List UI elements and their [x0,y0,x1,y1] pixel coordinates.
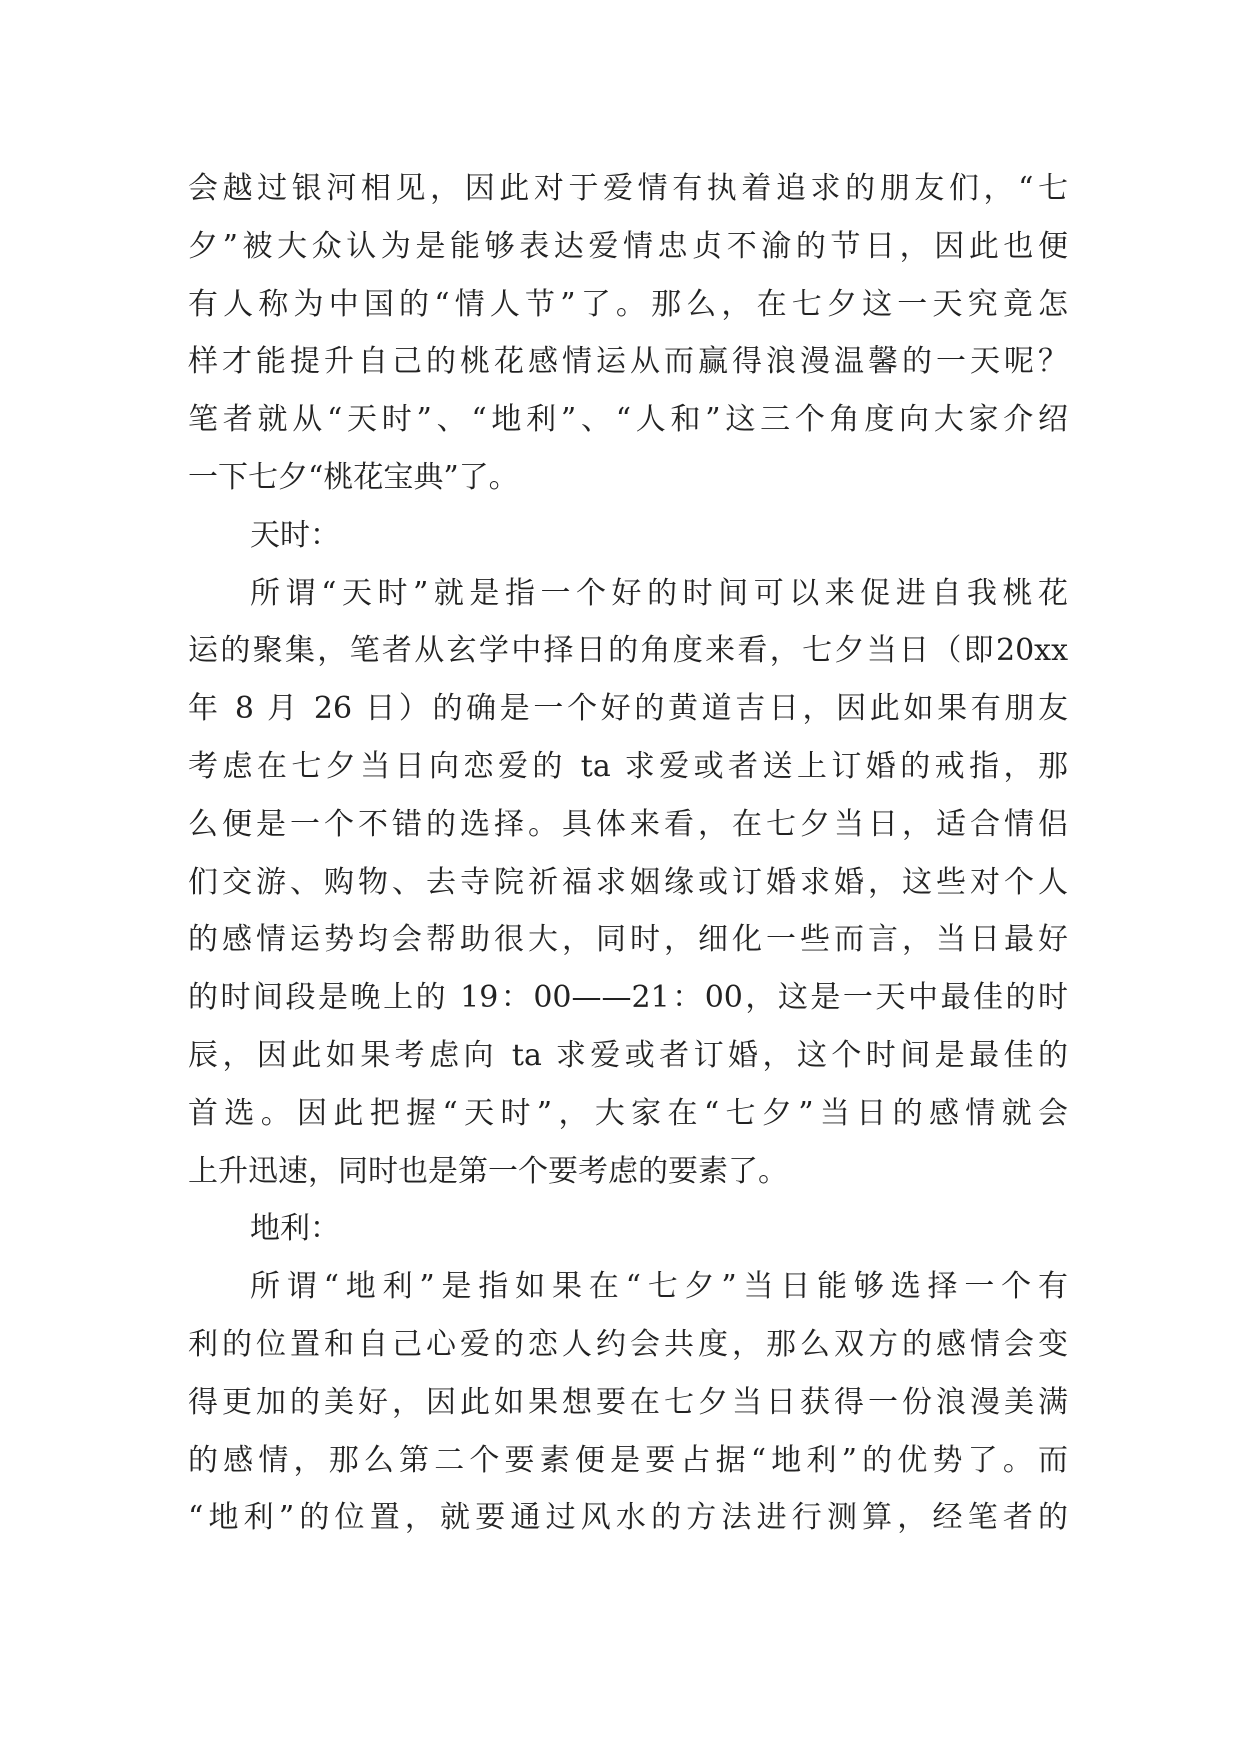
text-line: 得更加的美好，因此如果想要在七夕当日获得一份浪漫美满 [188,1384,1068,1420]
text-line: 首选。因此把握“天时”，大家在“七夕”当日的感情就会 [188,1095,1068,1131]
text-line: 利的位置和自己心爱的恋人约会共度，那么双方的感情会变 [188,1326,1068,1362]
text-line: 天时： [250,517,340,553]
text-line: 的感情运势均会帮助很大，同时，细化一些而言，当日最好 [188,922,1068,958]
document-body [188,160,1068,1547]
text-line: 运的聚集，笔者从玄学中择日的角度来看，七夕当日（即20xx [188,633,1068,669]
text-line: 所谓“天时”就是指一个好的时间可以来促进自我桃花 [250,575,1068,611]
text-line: 一下七夕“桃花宝典”了。 [188,459,519,495]
text-line: 的时间段是晚上的 19：00——21：00，这是一天中最佳的时 [188,980,1068,1016]
text-line: 的感情，那么第二个要素便是要占据“地利”的优势了。而 [188,1442,1068,1478]
text-line: 样才能提升自己的桃花感情运从而赢得浪漫温馨的一天呢？ [188,344,1068,380]
text-line: 么便是一个不错的选择。具体来看，在七夕当日，适合情侣 [188,806,1068,842]
text-line: 考虑在七夕当日向恋爱的 ta 求爱或者送上订婚的戒指，那 [188,748,1068,784]
text-line: 所谓“地利”是指如果在“七夕”当日能够选择一个有 [250,1269,1068,1305]
text-line: 有人称为中国的“情人节”了。那么，在七夕这一天究竟怎 [188,286,1068,322]
text-line: 年 8 月 26 日）的确是一个好的黄道吉日，因此如果有朋友 [188,691,1068,727]
text-line: 夕”被大众认为是能够表达爱情忠贞不渝的节日，因此也便 [188,228,1068,264]
text-line: “地利”的位置，就要通过风水的方法进行测算，经笔者的 [188,1500,1068,1536]
text-line: 们交游、购物、去寺院祈福求姻缘或订婚求婚，这些对个人 [188,864,1068,900]
text-line: 辰，因此如果考虑向 ta 求爱或者订婚，这个时间是最佳的 [188,1037,1068,1073]
text-line: 笔者就从“天时”、“地利”、“人和”这三个角度向大家介绍 [188,402,1068,438]
text-line: 上升迅速，同时也是第一个要考虑的要素了。 [188,1153,788,1189]
text-line: 地利： [250,1211,340,1247]
text-line: 会越过银河相见，因此对于爱情有执着追求的朋友们，“七 [188,171,1068,206]
